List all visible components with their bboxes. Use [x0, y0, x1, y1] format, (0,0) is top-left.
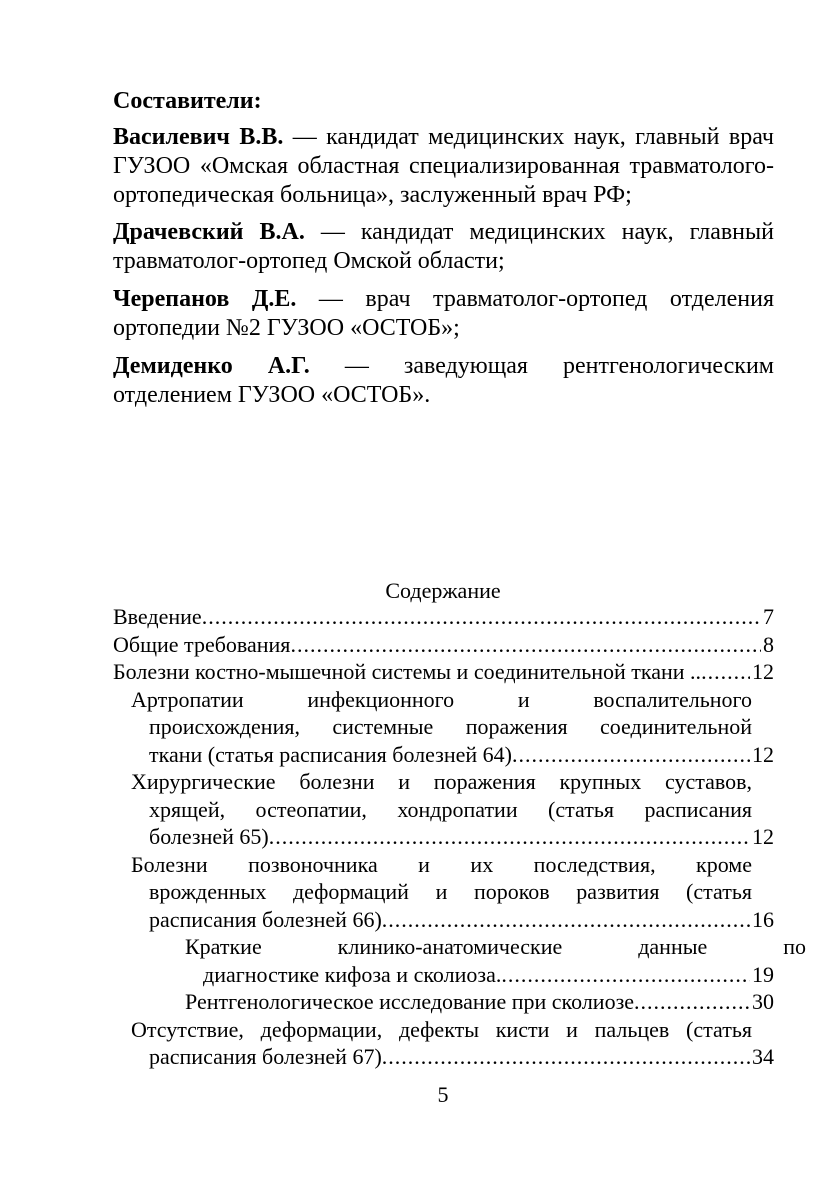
toc-entry-title: ткани (статья расписания болезней 64)	[149, 741, 512, 767]
toc-leader-dots	[202, 603, 761, 631]
toc-page-number: 7	[763, 604, 774, 629]
toc-entry-text-line: Отсутствие, деформации, дефекты кисти и пальцев (статья	[131, 1016, 752, 1042]
author-entry	[113, 218, 774, 276]
toc-entry-title: Болезни костно-мышечной системы и соединительной ткани ..	[113, 659, 702, 684]
author-description: — заведующая рентгенологическим	[309, 353, 774, 379]
toc-entry[interactable]	[113, 658, 774, 686]
toc-entry-text-line: Краткие клинико-анатомические данные по	[185, 934, 806, 959]
author-description: — врач травматолог-ортопед отделения	[296, 286, 774, 312]
toc-entry[interactable]	[113, 851, 774, 934]
author-name: Драчевский В.А.	[113, 219, 305, 245]
authors-heading: Составители:	[113, 88, 262, 114]
toc-entry-text-line: врожденных деформаций и пороков развития (статья	[149, 879, 752, 904]
toc-page-number: 12	[752, 659, 774, 684]
toc-page-number: 12	[752, 741, 774, 767]
toc-entry-title: Общие требования	[113, 631, 291, 657]
author-description-line: ортопедии №2 ГУЗОО «ОСТОБ»;	[113, 315, 460, 341]
toc-entry-title: болезней 65)	[149, 824, 269, 849]
toc-entry[interactable]	[113, 631, 774, 659]
toc-page-number: 30	[752, 989, 774, 1014]
author-name: Василевич В.В.	[113, 124, 284, 150]
toc-page-number: 34	[752, 1044, 774, 1069]
toc-entry[interactable]	[113, 768, 774, 851]
toc-leader-dots	[634, 988, 750, 1016]
toc-leader-dots	[269, 823, 750, 851]
toc-leader-dots	[501, 961, 750, 989]
author-description: — кандидат медицинских наук, главный	[304, 219, 774, 245]
toc-page-number: 8	[763, 631, 774, 657]
author-name: Черепанов Д.Е.	[113, 286, 297, 312]
toc-leader-dots	[512, 741, 750, 769]
author-description-line: ортопедическая больница», заслуженный врач РФ;	[113, 182, 632, 208]
toc-entry[interactable]	[113, 988, 774, 1016]
toc-page-number: 19	[752, 961, 774, 987]
toc-leader-dots	[290, 631, 761, 659]
toc-entry-title: расписания болезней 66)	[149, 906, 382, 932]
toc-entry[interactable]	[113, 1016, 774, 1071]
toc-page-number: 12	[752, 824, 774, 849]
toc-entry-text-line: Артропатии инфекционного и воспалительного	[131, 686, 752, 712]
toc-leader-dots	[382, 1043, 750, 1071]
toc-entry-text-line: хрящей, остеопатии, хондропатии (статья расписания	[149, 796, 752, 822]
author-description-line: травматолог-ортопед Омской области;	[113, 248, 505, 274]
toc-entry-title: Введение	[113, 604, 202, 629]
table-of-contents	[113, 603, 806, 1071]
toc-title: Содержание	[385, 578, 501, 603]
toc-leader-dots	[382, 906, 750, 934]
author-description: — кандидат медицинских наук, главный врач	[283, 124, 774, 150]
author-entry	[113, 285, 774, 343]
toc-entry-text-line: Болезни позвоночника и их последствия, кроме	[131, 851, 752, 877]
page-number: 5	[437, 1082, 449, 1107]
toc-entry-text-line: Хирургические болезни и поражения крупных суставов,	[131, 769, 752, 794]
author-description-line: отделением ГУЗОО «ОСТОБ».	[113, 382, 431, 408]
author-entry	[113, 123, 774, 210]
toc-entry[interactable]	[113, 933, 806, 988]
toc-entry[interactable]	[113, 686, 774, 769]
author-entry	[113, 352, 774, 410]
author-description-line: ГУЗОО «Омская областная специализированная травматолого-	[113, 153, 774, 179]
toc-leader-dots	[701, 658, 750, 686]
author-name: Демиденко А.Г.	[113, 353, 310, 379]
toc-entry[interactable]	[113, 603, 774, 631]
toc-entry-title: расписания болезней 67)	[149, 1044, 382, 1069]
toc-page-number: 16	[752, 906, 774, 932]
toc-entry-title: диагностике кифоза и сколиоза.	[203, 961, 502, 987]
toc-entry-text-line: происхождения, системные поражения соединительной	[149, 714, 752, 739]
toc-entry-title: Рентгенологическое исследование при сколиозе	[185, 989, 635, 1014]
